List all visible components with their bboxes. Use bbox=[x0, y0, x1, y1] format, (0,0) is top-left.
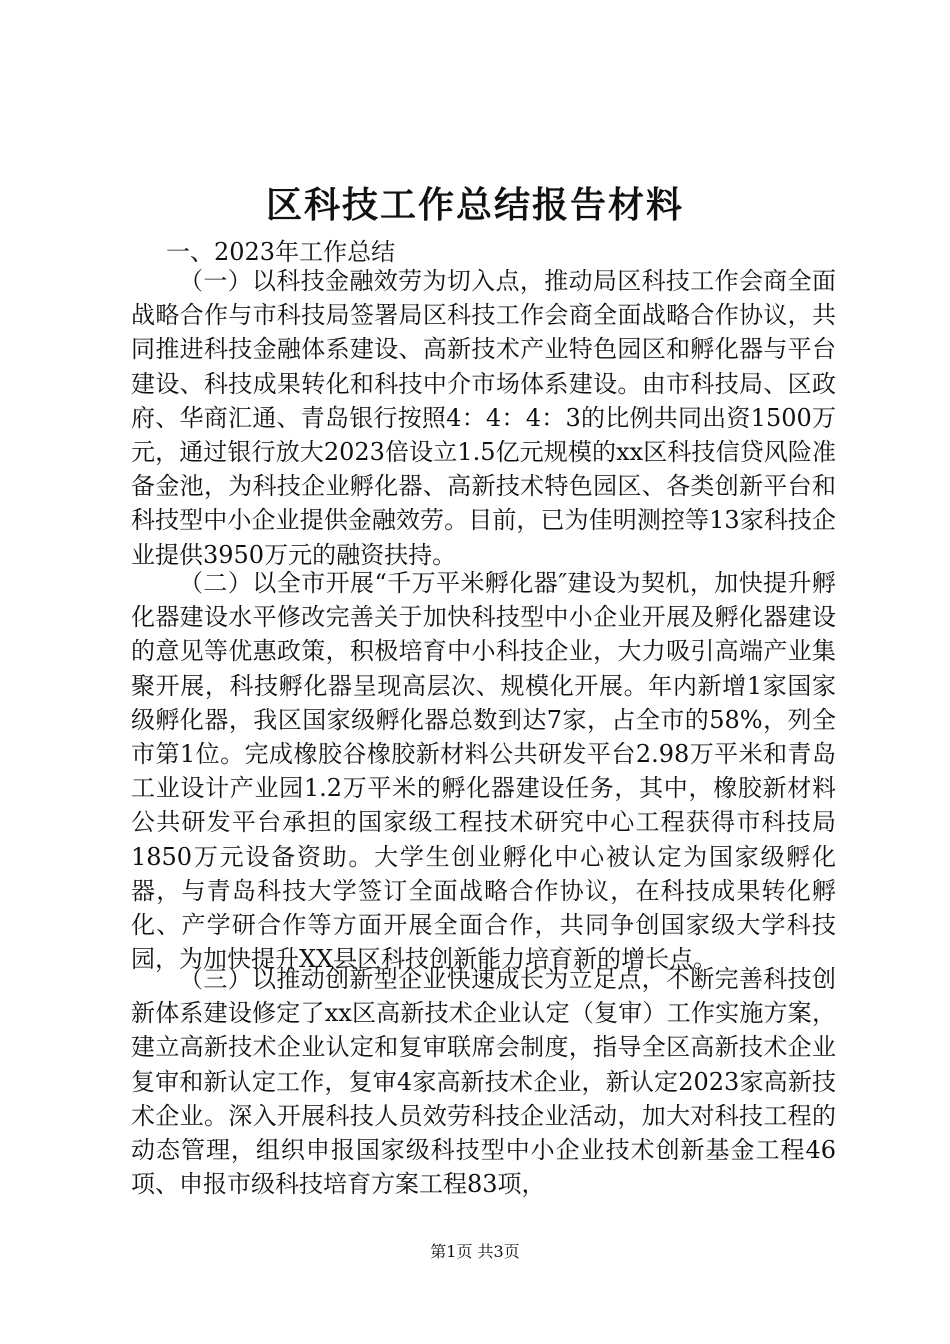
paragraph-3: （三）以推动创新型企业快速成长为立足点，不断完善科技创新体系建设修定了xx区高新技术企业认定（复审）工作实施方案，建立高新技术企业认定和复审联席会制度，指导全区高新技术企业复审和新认定工作，复审4家高新技术企业，新认定2023家高新技术企业。深入开展科技人员效劳科技企业活动，加大对科技工程的动态管理，组织申报国家级科技型中小企业技术创新基金工程46项、申报市级科技培育方案工程83项， bbox=[131, 965, 836, 1199]
paragraph-2: （二）以全市开展“千万平米孵化器″建设为契机，加快提升孵化器建设水平修改完善关于加快科技型中小企业开展及孵化器建设的意见等优惠政策，积极培育中小科技企业，大力吸引高端产业集聚开展，科技孵化器呈现高层次、规模化开展。年内新增1家国家级孵化器，我区国家级孵化器总数到达7家，占全市的58%，列全市第1位。完成橡胶谷橡胶新材料公共研发平台2.98万平米和青岛工业设计产业园1.2万平米的孵化器建设任务，其中，橡胶新材料公共研发平台承担的国家级工程技术研究中心工程获得市科技局1850万元设备资助。大学生创业孵化中心被认定为国家级孵化器，与青岛科技大学签订全面战略合作协议，在科技成果转化孵化、产学研合作等方面开展全面合作，共同争创国家级大学科技园，为加快提升XX县区科技创新能力培育新的增长点。 bbox=[131, 569, 836, 974]
page-footer: 第1页 共3页 bbox=[430, 1242, 520, 1261]
paragraph-1: （一）以科技金融效劳为切入点，推动局区科技工作会商全面战略合作与市科技局签署局区科技工作会商全面战略合作协议，共同推进科技金融体系建设、高新技术产业特色园区和孵化器与平台建设、科技成果转化和科技中介市场体系建设。由市科技局、区政府、华商汇通、青岛银行按照4：4：4：3的比例共同出资1500万元，通过银行放大2023倍设立1.5亿元规模的xx区科技信贷风险准备金池，为科技企业孵化器、高新技术特色园区、各类创新平台和科技型中小企业提供金融效劳。目前，已为佳明测控等13家科技企业提供3950万元的融资扶持。 bbox=[131, 267, 836, 569]
document-title: 区科技工作总结报告材料 bbox=[265, 184, 684, 226]
section-heading: 一、2023年工作总结 bbox=[166, 238, 396, 266]
